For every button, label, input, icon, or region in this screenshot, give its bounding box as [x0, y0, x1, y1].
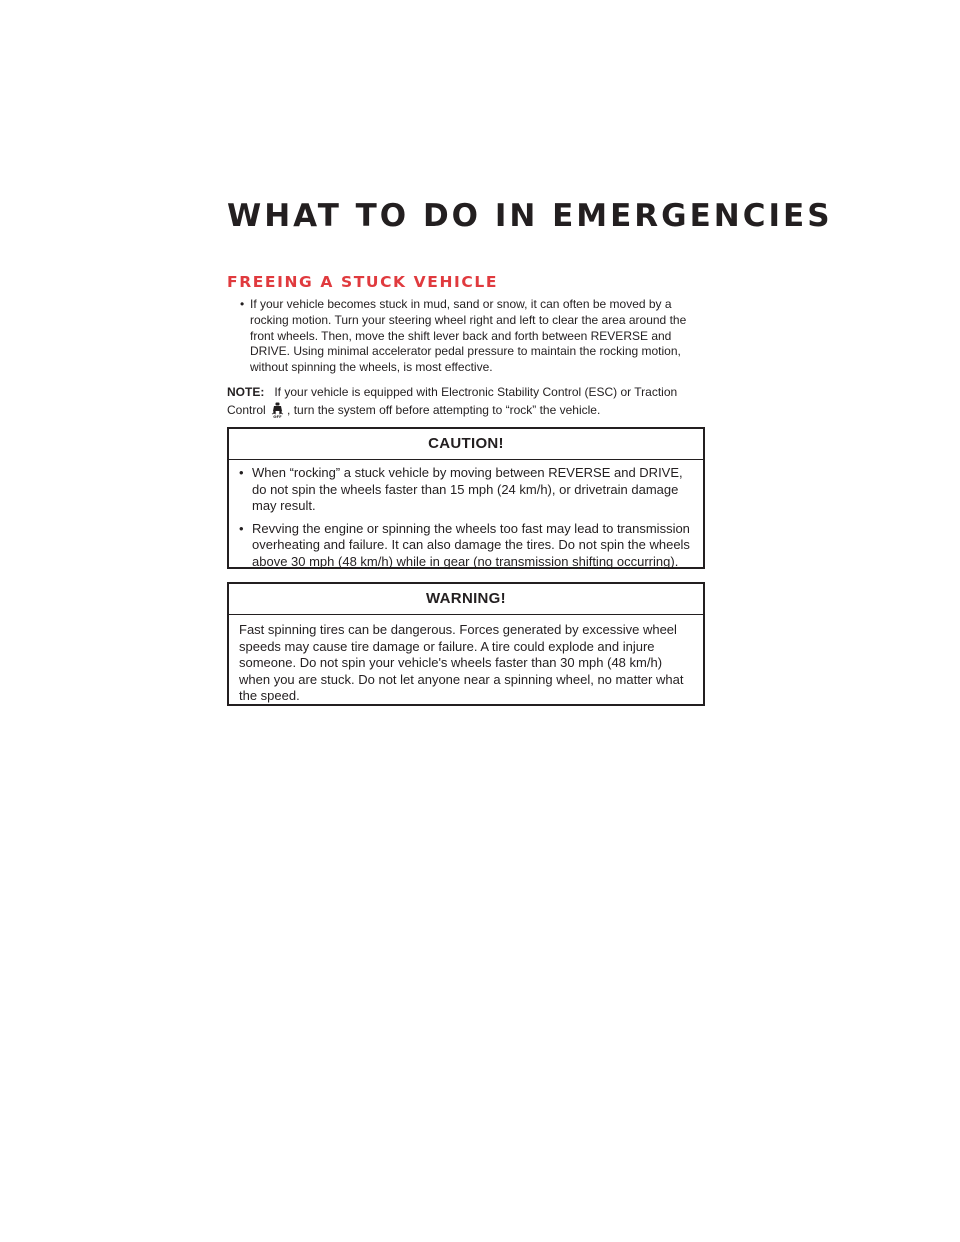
caution-body: [229, 460, 703, 571]
esc-off-icon: [271, 402, 284, 418]
caution-header: CAUTION!: [229, 429, 703, 460]
caution-item-text: Revving the engine or spinning the wheels too fast may lead to transmission overheating and failure. It can also damage the tires. Do not spin the wheels above 30 mph (48 km/h) while in gear (no transmission shifting occurring).: [252, 520, 690, 569]
caution-item-text: When “rocking” a stuck vehicle by moving between REVERSE and DRIVE, do not spin the wheels faster than 15 mph (24 km/h), or drivetrain damage may result.: [252, 465, 683, 514]
list-item: [239, 521, 693, 571]
instruction-list: [240, 297, 710, 376]
note-label: NOTE:: [227, 385, 265, 399]
note-text-before-icon: If your vehicle is equipped with Electronic Stability Control (ESC) or Traction Control: [227, 385, 678, 417]
warning-box: [227, 582, 705, 706]
note-paragraph: [227, 383, 707, 419]
esc-off-icon-label: OFF: [273, 413, 282, 418]
warning-header: WARNING!: [229, 584, 703, 615]
caution-box: [227, 427, 705, 569]
chapter-title: WHAT TO DO IN EMERGENCIES: [227, 198, 833, 234]
caution-list: [239, 465, 693, 571]
bullet-icon: •: [240, 297, 245, 311]
list-item: [239, 465, 693, 515]
section-title: FREEING A STUCK VEHICLE: [227, 273, 499, 291]
note-text-after-icon: , turn the system off before attempting to “rock” the vehicle.: [287, 403, 601, 417]
list-item: [240, 297, 710, 376]
bullet-icon: •: [239, 520, 244, 536]
list-item-text: If your vehicle becomes stuck in mud, sand or snow, it can often be moved by a rocking motion. Turn your steering wheel right and left to clear the area around the front wheels. Then, move the shift lever back and forth between REVERSE and DRIVE. Using minimal accelerator pedal pressure to maintain the rocking motion, without spinning the wheels, is most effective.: [250, 297, 687, 375]
bullet-icon: •: [239, 465, 244, 480]
warning-body: Fast spinning tires can be dangerous. Forces generated by excessive wheel speeds may cause tire damage or failure. A tire could explode and injure someone. Do not spin your vehicle's wheels faster than 30 mph (48 km/h) when you are stuck. Do not let anyone near a spinning wheel, no matter what the speed.: [239, 622, 684, 704]
